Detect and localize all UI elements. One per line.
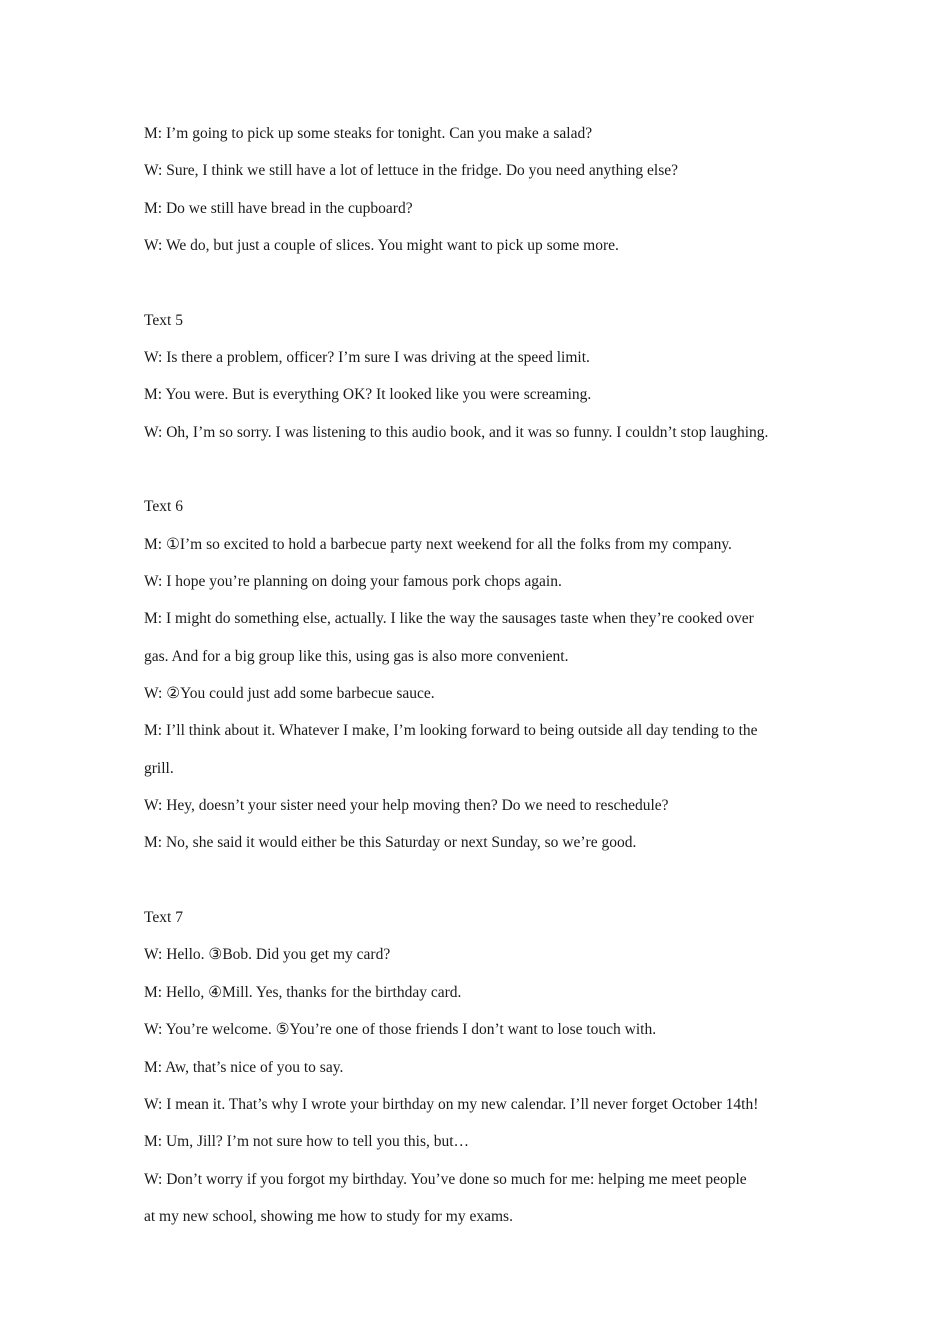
dialogue-line: W: You’re welcome. ⑤You’re one of those friends I don’t want to lose touch with. (144, 1021, 657, 1038)
dialogue-line-continuation: gas. And for a big group like this, using gas is also more convenient. (144, 648, 569, 665)
section-heading-text-7: Text 7 (144, 909, 183, 926)
dialogue-line: W: Hello. ③Bob. Did you get my card? (144, 946, 391, 963)
dialogue-line: M: Aw, that’s nice of you to say. (144, 1059, 344, 1076)
dialogue-line: M: I’ll think about it. Whatever I make, I’m looking forward to being outside all day tending to the (144, 722, 758, 739)
dialogue-line: W: Sure, I think we still have a lot of lettuce in the fridge. Do you need anything else? (144, 162, 679, 179)
section-heading-text-5: Text 5 (144, 312, 183, 329)
dialogue-line: W: I hope you’re planning on doing your famous pork chops again. (144, 573, 562, 590)
dialogue-line: M: I might do something else, actually. I like the way the sausages taste when they’re cooked over (144, 610, 754, 627)
dialogue-line: W: Oh, I’m so sorry. I was listening to this audio book, and it was so funny. I couldn’t stop laughing. (144, 424, 769, 441)
dialogue-line: M: ①I’m so excited to hold a barbecue party next weekend for all the folks from my company. (144, 536, 732, 553)
dialogue-line-continuation: grill. (144, 760, 174, 777)
dialogue-line: M: Um, Jill? I’m not sure how to tell you this, but… (144, 1133, 470, 1150)
section-heading-text-6: Text 6 (144, 498, 183, 515)
dialogue-line: M: No, she said it would either be this Saturday or next Sunday, so we’re good. (144, 834, 637, 851)
dialogue-line: M: Hello, ④Mill. Yes, thanks for the birthday card. (144, 984, 462, 1001)
dialogue-line: M: Do we still have bread in the cupboard? (144, 200, 413, 217)
dialogue-line-continuation: at my new school, showing me how to study for my exams. (144, 1208, 513, 1225)
dialogue-line: W: Is there a problem, officer? I’m sure I was driving at the speed limit. (144, 349, 590, 366)
dialogue-line: W: ②You could just add some barbecue sauce. (144, 685, 435, 702)
dialogue-line: M: You were. But is everything OK? It looked like you were screaming. (144, 386, 592, 403)
dialogue-line: M: I’m going to pick up some steaks for tonight. Can you make a salad? (144, 125, 593, 142)
dialogue-line: W: I mean it. That’s why I wrote your birthday on my new calendar. I’ll never forget October 14th! (144, 1096, 759, 1113)
dialogue-line: W: Don’t worry if you forgot my birthday. You’ve done so much for me: helping me meet people (144, 1171, 747, 1188)
dialogue-line: W: Hey, doesn’t your sister need your help moving then? Do we need to reschedule? (144, 797, 669, 814)
dialogue-line: W: We do, but just a couple of slices. You might want to pick up some more. (144, 237, 619, 254)
